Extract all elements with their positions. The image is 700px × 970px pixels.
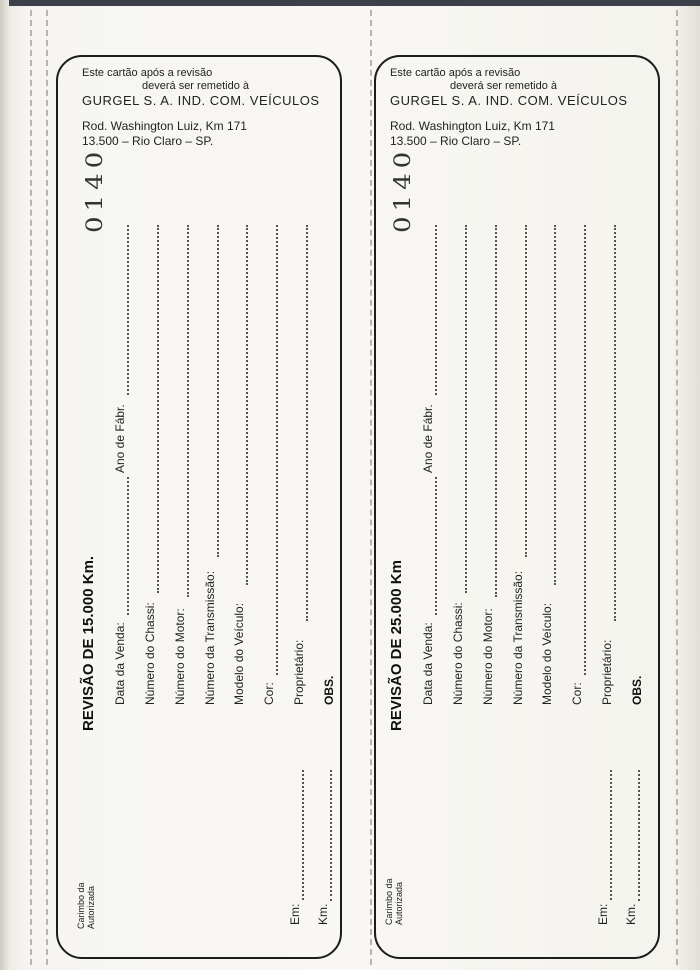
- engine-label: Número do Motor:: [481, 608, 495, 705]
- date-of-sale-label: Data da Venda:: [113, 622, 127, 705]
- transmission-line[interactable]: [525, 225, 527, 557]
- return-note-line-2: deverá ser remetido à: [450, 80, 557, 92]
- card-frame: [374, 55, 660, 959]
- obs-label: OBS.: [630, 675, 644, 705]
- em-label: Em:: [288, 903, 302, 925]
- color-line[interactable]: [584, 225, 586, 675]
- year-line[interactable]: [127, 225, 129, 395]
- company-name: GURGEL S. A. IND. COM. VEÍCULOS: [82, 93, 320, 108]
- em-label: Em:: [596, 903, 610, 925]
- color-line[interactable]: [276, 225, 278, 675]
- transmission-line[interactable]: [217, 225, 219, 557]
- model-line[interactable]: [554, 225, 556, 585]
- binding-edge: [0, 0, 9, 970]
- stamp-label: Carimbo da Autorizada: [384, 878, 404, 925]
- revision-card-25000: [370, 0, 670, 965]
- perforation-line: [30, 10, 32, 965]
- year-label: Ano de Fábr.: [421, 404, 435, 473]
- owner-label: Proprietário:: [600, 639, 614, 705]
- km-label: Km.: [624, 903, 638, 925]
- model-line[interactable]: [246, 225, 248, 585]
- chassis-label: Número do Chassi:: [451, 602, 465, 705]
- company-name: GURGEL S. A. IND. COM. VEÍCULOS: [390, 93, 628, 108]
- color-label: Cor:: [570, 682, 584, 705]
- km-line[interactable]: [638, 770, 640, 901]
- return-note-line-1: Este cartão após a revisão: [390, 67, 521, 79]
- model-label: Modelo do Veículo:: [540, 602, 554, 705]
- serial-number: 0140: [82, 146, 108, 233]
- date-of-sale-label: Data da Venda:: [421, 622, 435, 705]
- road-address: Rod. Washington Luiz, Km 171: [390, 119, 555, 133]
- owner-line[interactable]: [306, 225, 308, 621]
- owner-line[interactable]: [614, 225, 616, 621]
- chassis-line[interactable]: [465, 225, 467, 593]
- card-title: REVISÃO DE 15.000 Km.: [80, 555, 97, 731]
- engine-line[interactable]: [495, 225, 497, 597]
- road-address: Rod. Washington Luiz, Km 171: [82, 119, 247, 133]
- stamp-label: Carimbo da Autorizada: [76, 882, 96, 929]
- year-label: Ano de Fábr.: [113, 404, 127, 473]
- return-address-block: [390, 67, 630, 177]
- city-address: 13.500 – Rio Claro – SP.: [390, 134, 522, 148]
- revision-card-15000: [52, 0, 352, 965]
- chassis-line[interactable]: [157, 225, 159, 593]
- em-date-line[interactable]: [610, 770, 612, 900]
- perforation-line: [46, 10, 48, 965]
- model-label: Modelo do Veículo:: [232, 602, 246, 705]
- chassis-label: Número do Chassi:: [143, 602, 157, 705]
- serial-number: 0140: [390, 146, 416, 233]
- em-date-line[interactable]: [302, 770, 304, 900]
- km-label: Km.: [316, 903, 330, 925]
- engine-label: Número do Motor:: [173, 608, 187, 705]
- owner-label: Proprietário:: [292, 639, 306, 705]
- perforation-line: [676, 10, 678, 965]
- date-of-sale-line[interactable]: [127, 477, 129, 615]
- transmission-label: Número da Transmissão:: [203, 570, 217, 705]
- card-title: REVISÃO DE 25.000 Km: [388, 560, 405, 731]
- transmission-label: Número da Transmissão:: [511, 570, 525, 705]
- obs-label: OBS.: [322, 675, 336, 705]
- return-note-line-1: Este cartão após a revisão: [82, 67, 213, 79]
- engine-line[interactable]: [187, 225, 189, 597]
- return-note-line-2: deverá ser remetido à: [142, 80, 249, 92]
- date-of-sale-line[interactable]: [435, 477, 437, 615]
- return-address-block: [82, 67, 322, 177]
- year-line[interactable]: [435, 225, 437, 395]
- city-address: 13.500 – Rio Claro – SP.: [82, 134, 214, 148]
- color-label: Cor:: [262, 682, 276, 705]
- km-line[interactable]: [330, 770, 332, 901]
